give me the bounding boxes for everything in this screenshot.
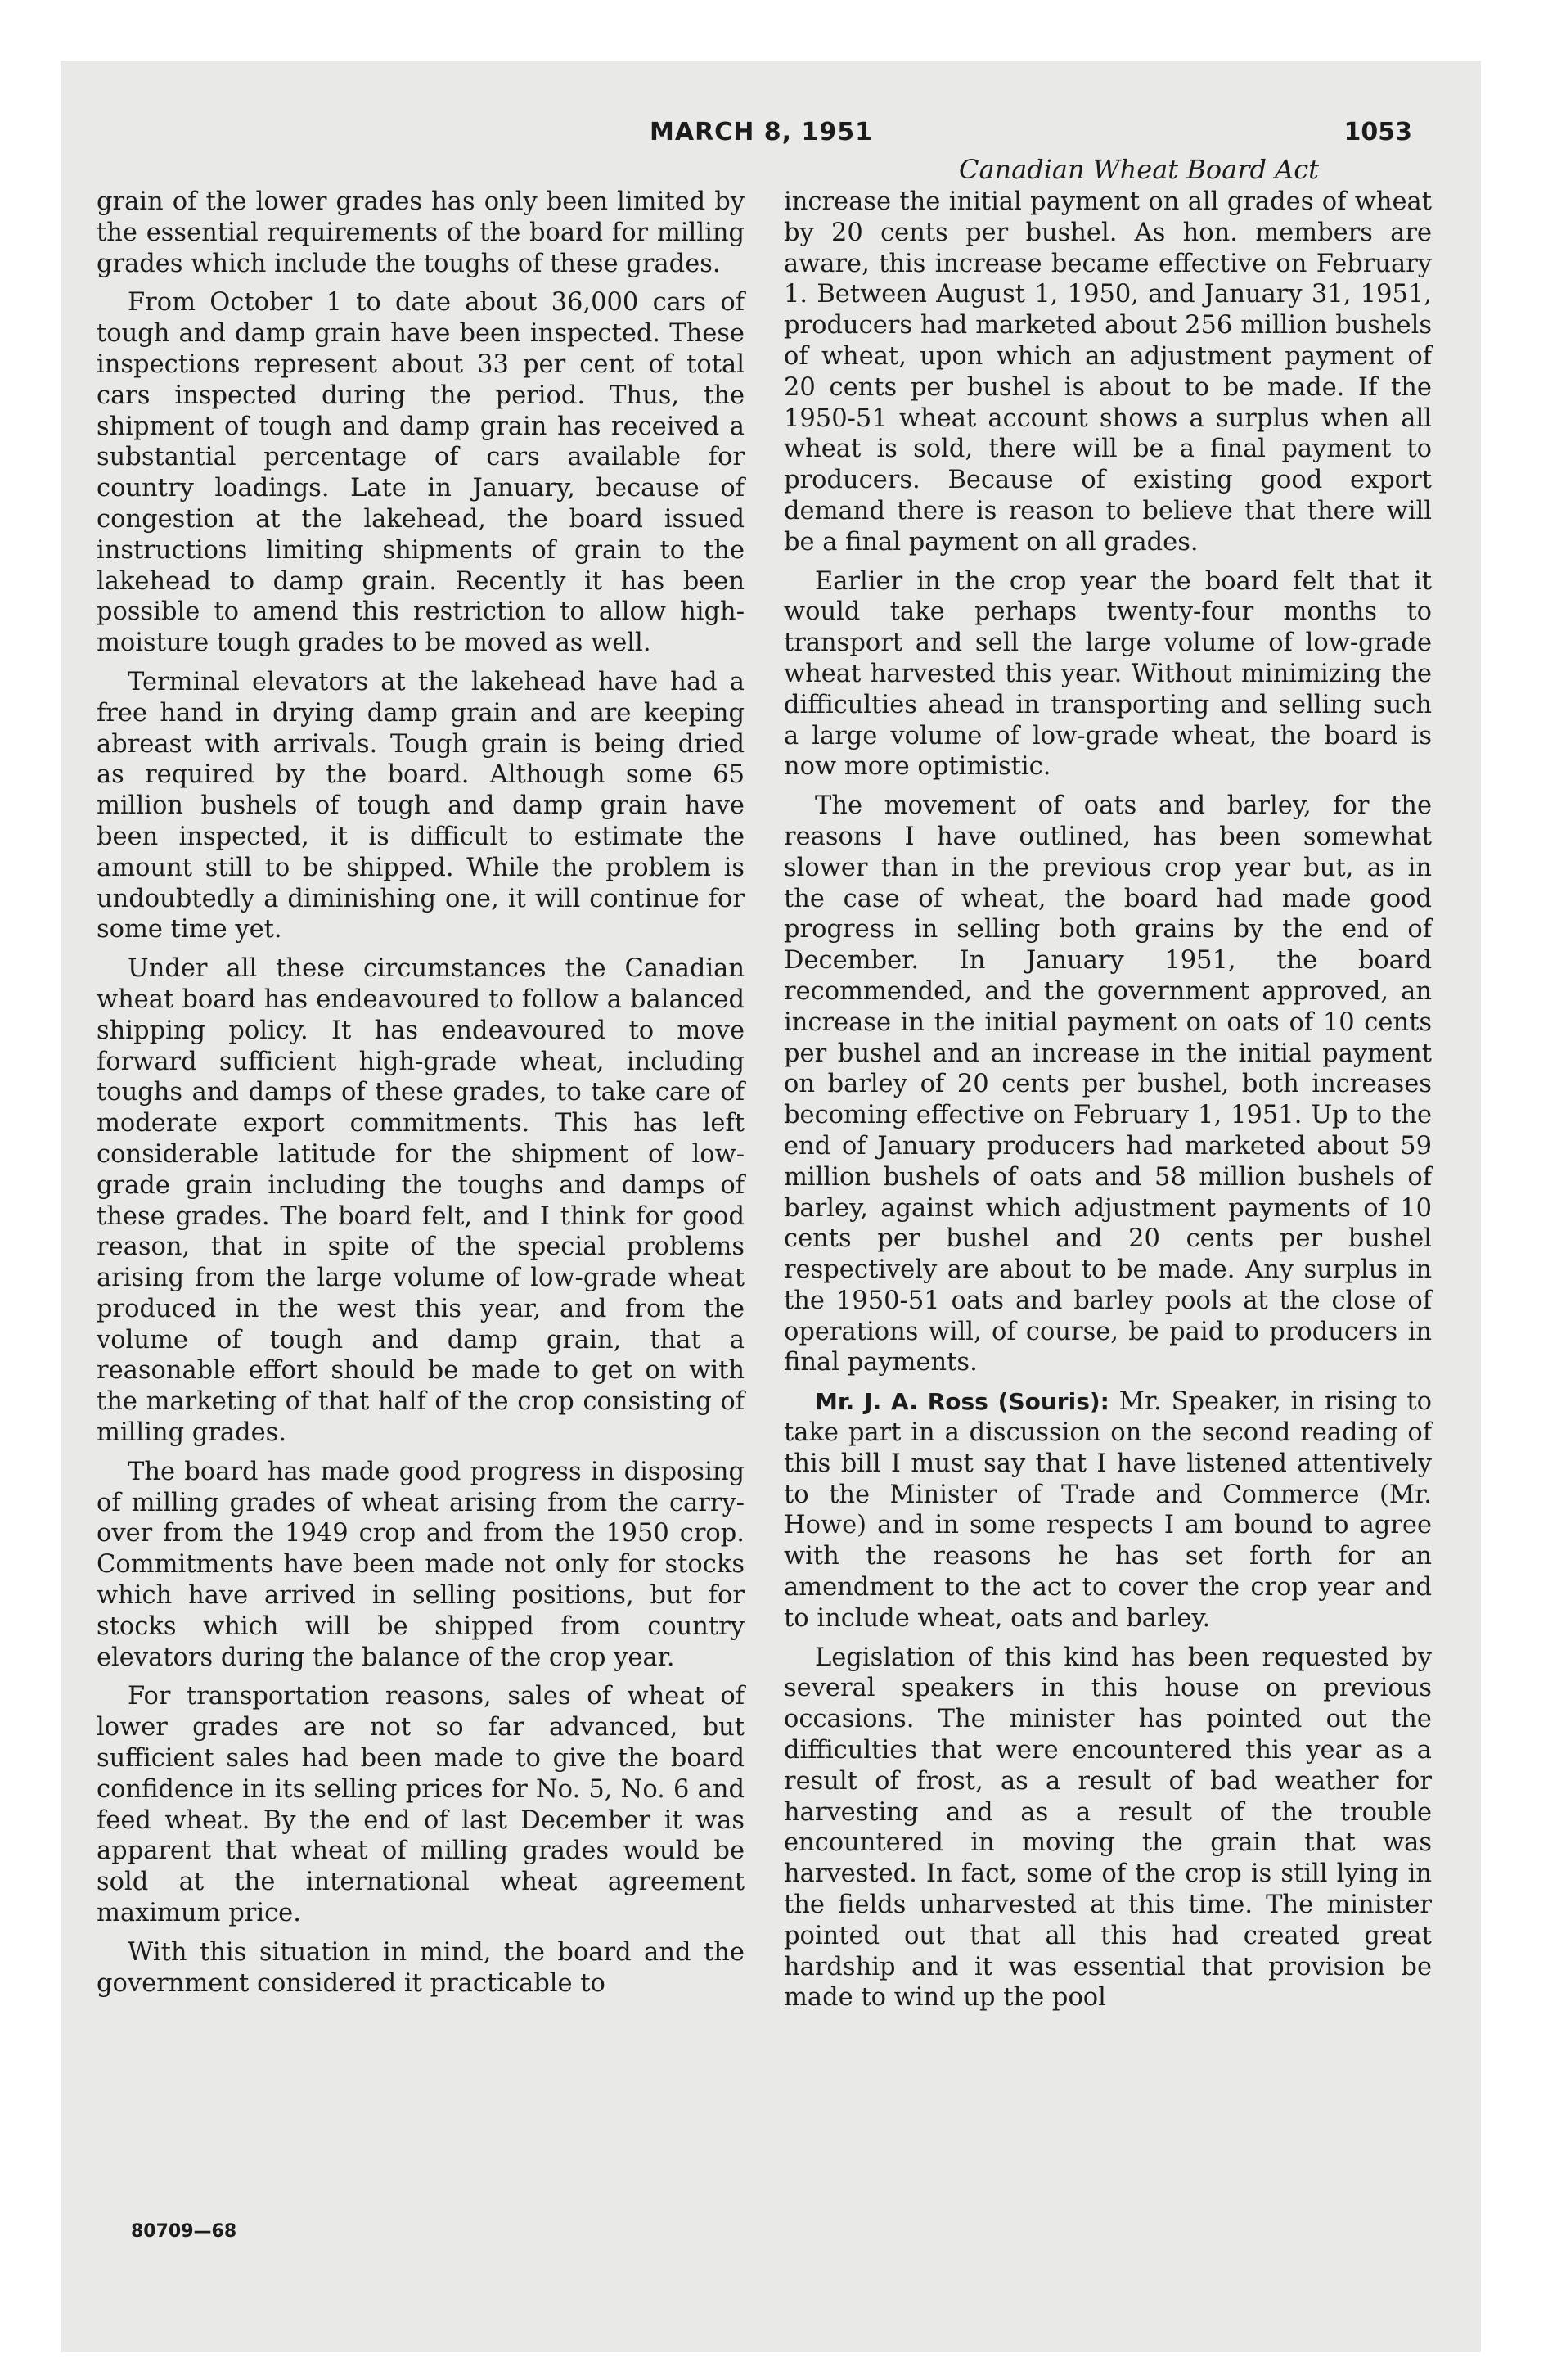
paragraph: Earlier in the crop year the board felt that it would take perhaps twenty-four months to transport and sell the large volume of low-grade wheat harvested this year. Without minimizing the difficulties ahead in transporting and selling such a large volume of low-grade wheat, the board is now more optimistic. (784, 566, 1432, 782)
paragraph: The board has made good progress in disposing of milling grades of wheat arising from the carry-over from the 1949 crop and from the 1950 crop. Commitments have been made not only for stocks which have arrived in selling positions, but for stocks which will be shipped from country elevators during the balance of the crop year. (97, 1457, 745, 1672)
paragraph: From October 1 to date about 36,000 cars of tough and damp grain have been inspected. These inspections represent about 33 per cent of total cars inspected during the period. Thus, the shipment of tough and damp grain has received a substantial percentage of cars available for country loadings. Late in January, because of congestion at the lakehead, the board issued instructions limiting shipments of grain to the lakehead to damp grain. Recently it has been possible to amend this restriction to allow high-moisture tough grades to be moved as well. (97, 288, 745, 658)
speech-text: Mr. Speaker, in rising to take part in a discussion on the second reading of this bill I must say that I have listened attentively to the Minister of Trade and Commerce (Mr. Howe) and in some respects I am bound to agree with the reasons he has set forth for an amendment to the act to cover the crop year and to include wheat, oats and barley. (784, 1387, 1432, 1633)
speaker-name: Mr. J. A. Ross (Souris): (815, 1388, 1109, 1416)
paragraph: Terminal elevators at the lakehead have had a free hand in drying damp grain and are keeping abreast with arrivals. Tough grain is being dried as required by the board. Although some 65 million bushels of tough and damp grain have been inspected, it is difficult to estimate the amount still to be shipped. While the problem is undoubtedly a diminishing one, it will continue for some time yet. (97, 667, 745, 944)
speech-paragraph (784, 1386, 1432, 1634)
header-date: MARCH 8, 1951 (650, 118, 873, 146)
paragraph: With this situation in mind, the board and the government considered it practicable to (97, 1937, 745, 1998)
footer-code: 80709—68 (131, 2221, 237, 2242)
page-number: 1053 (1343, 118, 1412, 146)
paragraph: grain of the lower grades has only been limited by the essential requirements of the board for milling grades which include the toughs of these grades. (97, 187, 745, 278)
right-column (784, 187, 1432, 2022)
page-sheet (61, 61, 1481, 2352)
running-title: Canadian Wheat Board Act (958, 154, 1320, 185)
paragraph: Under all these circumstances the Canadian wheat board has endeavoured to follow a balanced shipping policy. It has endeavoured to move forward sufficient high-grade wheat, including toughs and damps of these grades, to take care of moderate export commitments. This has left considerable latitude for the shipment of low-grade grain including the toughs and damps of these grades. The board felt, and I think for good reason, that in spite of the special problems arising from the large volume of low-grade wheat produced in the west this year, and from the volume of tough and damp grain, that a reasonable effort should be made to get on with the marketing of that half of the crop consisting of milling grades. (97, 954, 745, 1448)
left-column (97, 187, 745, 2007)
paragraph: increase the initial payment on all grades of wheat by 20 cents per bushel. As hon. members are aware, this increase became effective on February 1. Between August 1, 1950, and January 31, 1951, producers had marketed about 256 million bushels of wheat, upon which an adjustment payment of 20 cents per bushel is about to be made. If the 1950-51 wheat account shows a surplus when all wheat is sold, there will be a final payment to producers. Because of existing good export demand there is reason to believe that there will be a final payment on all grades. (784, 187, 1432, 557)
paragraph: For transportation reasons, sales of wheat of lower grades are not so far advanced, but sufficient sales had been made to give the board confidence in its selling prices for No. 5, No. 6 and feed wheat. By the end of last December it was apparent that wheat of milling grades would be sold at the international wheat agreement maximum price. (97, 1682, 745, 1928)
page-header (61, 118, 1481, 156)
paragraph: The movement of oats and barley, for the reasons I have outlined, has been somewhat slower than in the previous crop year but, as in the case of wheat, the board had made good progress in selling both grains by the end of December. In January 1951, the board recommended, and the government approved, an increase in the initial payment on oats of 10 cents per bushel and an increase in the initial payment on barley of 20 cents per bushel, both increases becoming effective on February 1, 1951. Up to the end of January producers had marketed about 59 million bushels of oats and 58 million bushels of barley, against which adjustment payments of 10 cents per bushel and 20 cents per bushel respectively are about to be made. Any surplus in the 1950-51 oats and barley pools at the close of operations will, of course, be paid to producers in final payments. (784, 791, 1432, 1377)
paragraph: Legislation of this kind has been requested by several speakers in this house on previous occasions. The minister has pointed out the difficulties that were encountered this year as a result of frost, as a result of bad weather for harvesting and as a result of the trouble encountered in moving the grain that was harvested. In fact, some of the crop is still lying in the fields unharvested at this time. The minister pointed out that all this had created great hardship and it was essential that provision be made to wind up the pool (784, 1643, 1432, 2013)
